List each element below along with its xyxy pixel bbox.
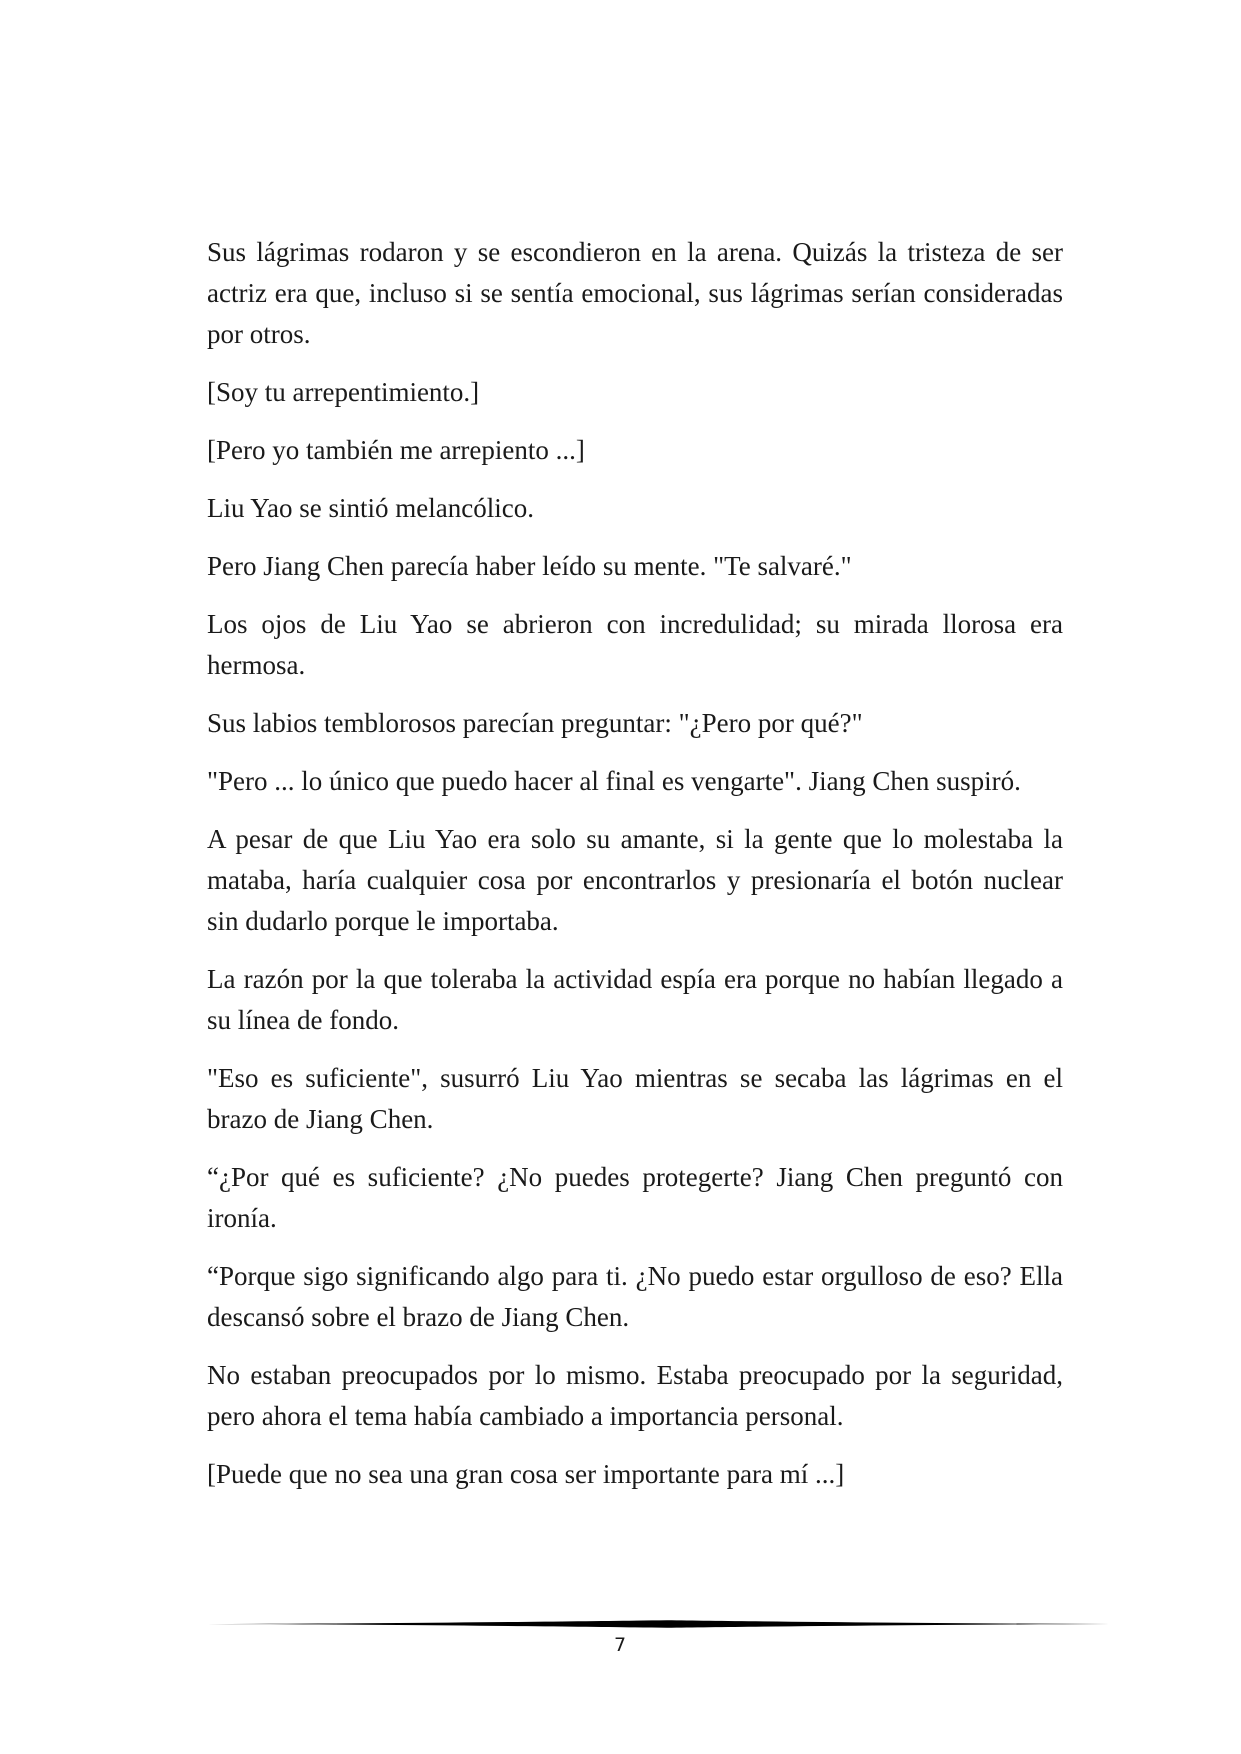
paragraph-12: “¿Por qué es suficiente? ¿No puedes protegerte? Jiang Chen preguntó con ironía. (207, 1162, 1063, 1233)
paragraph-6: Los ojos de Liu Yao se abrieron con incredulidad; su mirada llorosa era hermosa. (207, 609, 1063, 680)
footer-divider (207, 1617, 1110, 1631)
paragraph-1: Sus lágrimas rodaron y se escondieron en la arena. Quizás la tristeza de ser actriz era que, incluso si se sentía emocional, sus lágrimas serían consideradas por otros. (207, 237, 1063, 349)
paragraph-15: [Puede que no sea una gran cosa ser importante para mí ...] (207, 1459, 845, 1489)
paragraph-7: Sus labios temblorosos parecían preguntar: "¿Pero por qué?" (207, 708, 863, 738)
page-number: 7 (613, 1634, 627, 1656)
paragraph-14: No estaban preocupados por lo mismo. Estaba preocupado por la seguridad, pero ahora el tema había cambiado a importancia personal. (207, 1360, 1063, 1431)
paragraph-4: Liu Yao se sintió melancólico. (207, 493, 534, 523)
paragraph-8: "Pero ... lo único que puedo hacer al final es vengarte". Jiang Chen suspiró. (207, 766, 1021, 796)
paragraph-5: Pero Jiang Chen parecía haber leído su mente. "Te salvaré." (207, 551, 852, 581)
paragraph-2: [Soy tu arrepentimiento.] (207, 377, 480, 407)
footer-divider-swash (207, 1620, 1110, 1628)
paragraph-3: [Pero yo también me arrepiento ...] (207, 435, 585, 465)
body-text (207, 232, 1063, 1512)
paragraph-9: A pesar de que Liu Yao era solo su amante, si la gente que lo molestaba la mataba, haría cualquier cosa por encontrarlos y presionaría el botón nuclear sin dudarlo porque le importaba. (207, 824, 1063, 936)
paragraph-13: “Porque sigo significando algo para ti. ¿No puedo estar orgulloso de eso? Ella descansó sobre el brazo de Jiang Chen. (207, 1261, 1063, 1332)
paragraph-10: La razón por la que toleraba la actividad espía era porque no habían llegado a su línea de fondo. (207, 964, 1063, 1035)
paragraph-11: "Eso es suficiente", susurró Liu Yao mientras se secaba las lágrimas en el brazo de Jiang Chen. (207, 1063, 1063, 1134)
